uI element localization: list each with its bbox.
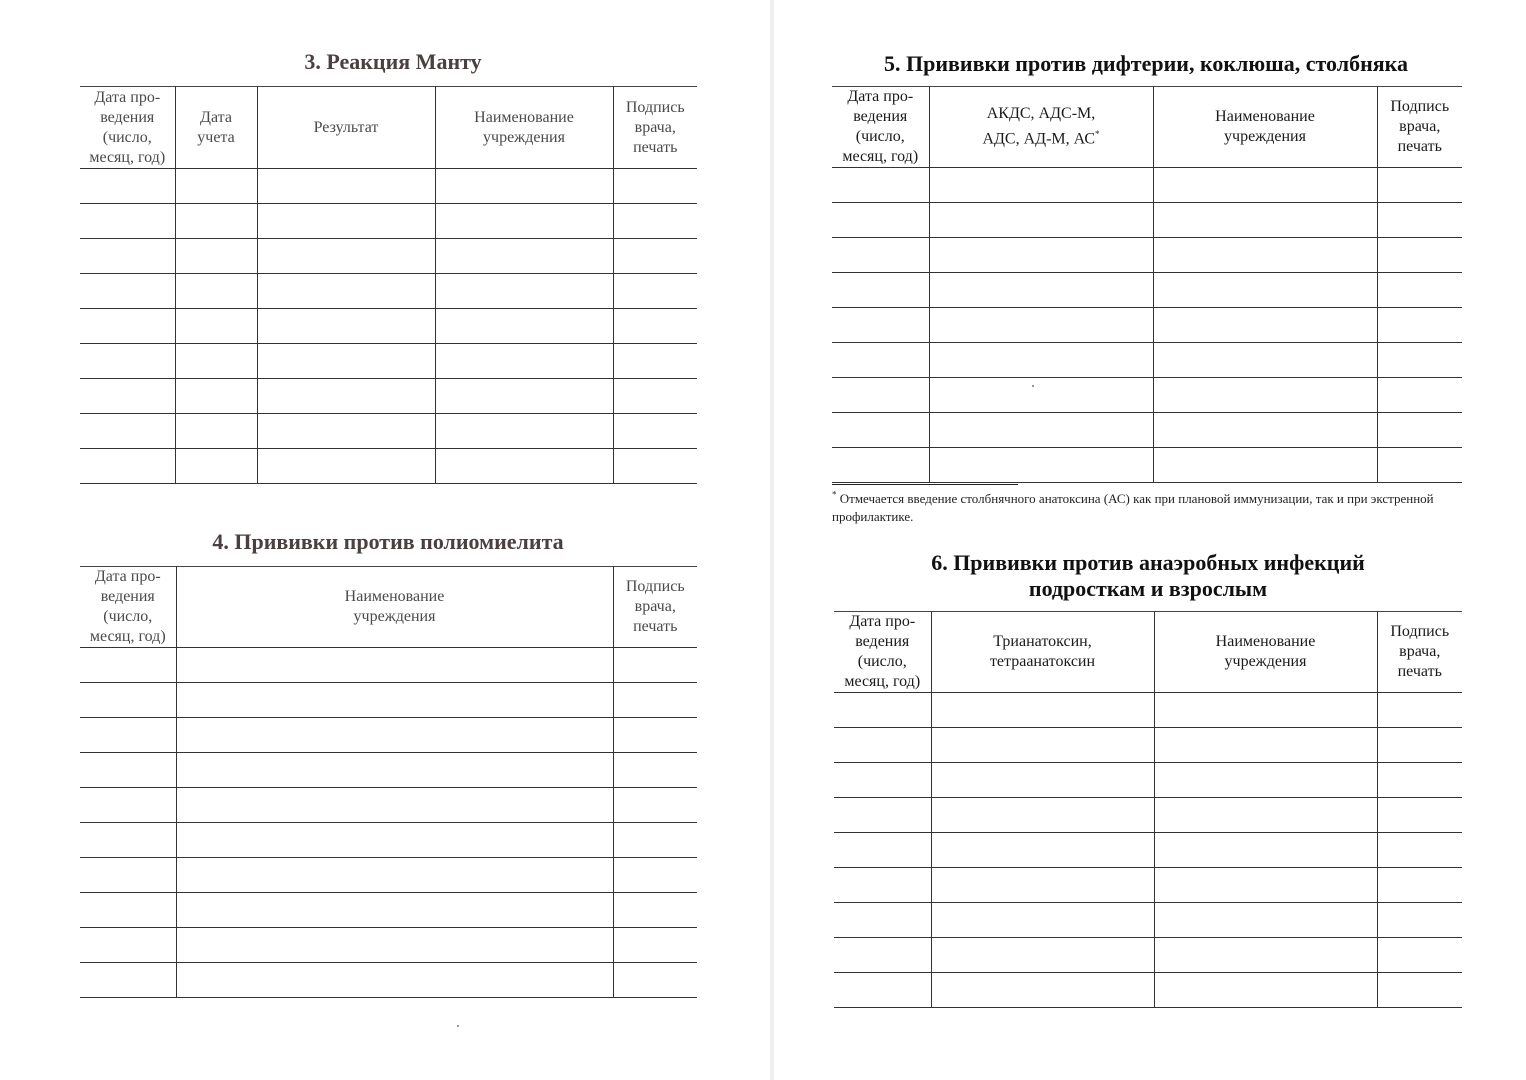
blank-cell[interactable] bbox=[1377, 203, 1462, 238]
blank-cell[interactable] bbox=[613, 893, 697, 928]
blank-cell[interactable] bbox=[80, 204, 175, 239]
table-row bbox=[80, 648, 697, 683]
blank-cell[interactable] bbox=[435, 239, 613, 274]
blank-cell[interactable] bbox=[1377, 938, 1462, 973]
table-row bbox=[834, 798, 1462, 833]
blank-cell[interactable] bbox=[1153, 238, 1377, 273]
table-row bbox=[834, 903, 1462, 938]
header-date-performed: Дата про- ведения (число, месяц, год) bbox=[834, 612, 931, 693]
table-row bbox=[80, 753, 697, 788]
blank-cell[interactable] bbox=[1377, 448, 1462, 483]
blank-cell[interactable] bbox=[832, 238, 929, 273]
blank-cell[interactable] bbox=[176, 648, 613, 683]
blank-cell[interactable] bbox=[435, 274, 613, 309]
blank-cell[interactable] bbox=[257, 344, 435, 379]
blank-cell[interactable] bbox=[435, 449, 613, 484]
blank-cell[interactable] bbox=[613, 788, 697, 823]
section-4-title: 4. Прививки против полиомиелита bbox=[212, 529, 564, 554]
table-row bbox=[80, 928, 697, 963]
blank-cell[interactable] bbox=[931, 798, 1154, 833]
header-vaccine-label: АКДС, АДС-М, АДС, АД-М, АС bbox=[982, 105, 1096, 148]
blank-cell[interactable] bbox=[929, 448, 1153, 483]
table-row bbox=[832, 413, 1462, 448]
footnote bbox=[832, 490, 1472, 526]
blank-cell[interactable] bbox=[1153, 413, 1377, 448]
header-institution: Наименование учреждения bbox=[435, 87, 613, 169]
blank-cell[interactable] bbox=[1377, 273, 1462, 308]
polio-table bbox=[80, 566, 697, 998]
blank-cell[interactable] bbox=[175, 204, 257, 239]
header-date-performed: Дата про- ведения (число, месяц, год) bbox=[80, 87, 175, 169]
blank-cell[interactable] bbox=[613, 753, 697, 788]
blank-cell[interactable] bbox=[80, 893, 176, 928]
blank-cell[interactable] bbox=[1377, 168, 1462, 203]
blank-cell[interactable] bbox=[832, 413, 929, 448]
table-row bbox=[834, 693, 1462, 728]
blank-cell[interactable] bbox=[832, 378, 929, 413]
blank-cell[interactable] bbox=[613, 823, 697, 858]
section-6-title-line2: подросткам и взрослым bbox=[1028, 576, 1268, 601]
scan-speck bbox=[457, 1025, 459, 1027]
blank-cell[interactable] bbox=[613, 169, 697, 204]
blank-cell[interactable] bbox=[176, 858, 613, 893]
blank-cell[interactable] bbox=[435, 204, 613, 239]
blank-cell[interactable] bbox=[175, 379, 257, 414]
table-row bbox=[80, 449, 697, 484]
table-row bbox=[80, 718, 697, 753]
blank-cell[interactable] bbox=[929, 203, 1153, 238]
table-row bbox=[80, 414, 697, 449]
blank-cell[interactable] bbox=[613, 858, 697, 893]
blank-cell[interactable] bbox=[80, 718, 176, 753]
blank-cell[interactable] bbox=[80, 309, 175, 344]
blank-cell[interactable] bbox=[832, 168, 929, 203]
blank-cell[interactable] bbox=[80, 858, 176, 893]
table-row bbox=[80, 239, 697, 274]
table-row bbox=[834, 833, 1462, 868]
blank-cell[interactable] bbox=[1377, 378, 1462, 413]
blank-cell[interactable] bbox=[834, 868, 931, 903]
header-institution: Наименование учреждения bbox=[1154, 612, 1377, 693]
section-3-title: 3. Реакция Манту bbox=[304, 49, 482, 74]
blank-cell[interactable] bbox=[1377, 973, 1462, 1008]
blank-cell[interactable] bbox=[176, 753, 613, 788]
blank-cell[interactable] bbox=[613, 309, 697, 344]
mantoux-table bbox=[80, 86, 697, 484]
blank-cell[interactable] bbox=[175, 274, 257, 309]
blank-cell[interactable] bbox=[1154, 868, 1377, 903]
blank-cell[interactable] bbox=[1153, 168, 1377, 203]
table-row bbox=[832, 203, 1462, 238]
blank-cell[interactable] bbox=[176, 893, 613, 928]
header-result: Результат bbox=[257, 87, 435, 169]
blank-cell[interactable] bbox=[1377, 763, 1462, 798]
header-signature: Подпись врача, печать bbox=[1377, 87, 1462, 168]
table-row bbox=[832, 308, 1462, 343]
blank-cell[interactable] bbox=[1377, 343, 1462, 378]
anaerobic-table bbox=[834, 611, 1462, 1008]
blank-cell[interactable] bbox=[931, 903, 1154, 938]
blank-cell[interactable] bbox=[613, 449, 697, 484]
blank-cell[interactable] bbox=[1154, 938, 1377, 973]
footnote-marker: * bbox=[1095, 129, 1100, 140]
blank-cell[interactable] bbox=[832, 308, 929, 343]
table-row bbox=[832, 343, 1462, 378]
blank-cell[interactable] bbox=[931, 693, 1154, 728]
blank-cell[interactable] bbox=[80, 928, 176, 963]
blank-cell[interactable] bbox=[929, 378, 1153, 413]
blank-cell[interactable] bbox=[257, 414, 435, 449]
blank-cell[interactable] bbox=[80, 239, 175, 274]
blank-cell[interactable] bbox=[931, 973, 1154, 1008]
table-row bbox=[80, 893, 697, 928]
blank-cell[interactable] bbox=[1377, 833, 1462, 868]
blank-cell[interactable] bbox=[80, 414, 175, 449]
blank-cell[interactable] bbox=[80, 963, 176, 998]
blank-cell[interactable] bbox=[175, 309, 257, 344]
table-row bbox=[80, 169, 697, 204]
blank-cell[interactable] bbox=[929, 308, 1153, 343]
blank-cell[interactable] bbox=[613, 963, 697, 998]
section-5-title: 5. Прививки против дифтерии, коклюша, столбняка bbox=[883, 51, 1409, 76]
blank-cell[interactable] bbox=[931, 868, 1154, 903]
blank-cell[interactable] bbox=[1377, 728, 1462, 763]
blank-cell[interactable] bbox=[80, 379, 175, 414]
blank-cell[interactable] bbox=[832, 448, 929, 483]
blank-cell[interactable] bbox=[80, 648, 176, 683]
blank-cell[interactable] bbox=[435, 414, 613, 449]
blank-cell[interactable] bbox=[832, 273, 929, 308]
blank-cell[interactable] bbox=[613, 204, 697, 239]
table-row bbox=[80, 788, 697, 823]
blank-cell[interactable] bbox=[1377, 413, 1462, 448]
blank-cell[interactable] bbox=[613, 379, 697, 414]
blank-cell[interactable] bbox=[257, 274, 435, 309]
blank-cell[interactable] bbox=[176, 683, 613, 718]
blank-cell[interactable] bbox=[175, 344, 257, 379]
blank-cell[interactable] bbox=[80, 169, 175, 204]
blank-cell[interactable] bbox=[613, 344, 697, 379]
table-row bbox=[80, 683, 697, 718]
blank-cell[interactable] bbox=[613, 648, 697, 683]
footnote-rule bbox=[832, 484, 1018, 485]
table-row bbox=[80, 309, 697, 344]
blank-cell[interactable] bbox=[613, 683, 697, 718]
table-row bbox=[832, 238, 1462, 273]
blank-cell[interactable] bbox=[1153, 343, 1377, 378]
header-date-performed: Дата про- ведения (число, месяц, год) bbox=[832, 87, 929, 168]
blank-cell[interactable] bbox=[435, 309, 613, 344]
blank-cell[interactable] bbox=[80, 449, 175, 484]
table-row bbox=[834, 868, 1462, 903]
table-row bbox=[80, 963, 697, 998]
blank-cell[interactable] bbox=[1377, 238, 1462, 273]
table-row bbox=[80, 823, 697, 858]
blank-cell[interactable] bbox=[1154, 728, 1377, 763]
blank-cell[interactable] bbox=[931, 938, 1154, 973]
blank-cell[interactable] bbox=[613, 274, 697, 309]
blank-cell[interactable] bbox=[176, 963, 613, 998]
header-vaccine: Трианатоксин, тетраанатоксин bbox=[931, 612, 1154, 693]
header-signature: Подпись врача, печать bbox=[613, 87, 697, 169]
blank-cell[interactable] bbox=[834, 763, 931, 798]
table-row bbox=[80, 858, 697, 893]
table-row bbox=[80, 204, 697, 239]
table-row bbox=[80, 274, 697, 309]
table-row bbox=[834, 763, 1462, 798]
blank-cell[interactable] bbox=[834, 973, 931, 1008]
blank-cell[interactable] bbox=[175, 169, 257, 204]
blank-cell[interactable] bbox=[834, 728, 931, 763]
blank-cell[interactable] bbox=[1377, 693, 1462, 728]
table-row bbox=[832, 273, 1462, 308]
blank-cell[interactable] bbox=[80, 274, 175, 309]
blank-cell[interactable] bbox=[176, 823, 613, 858]
blank-cell[interactable] bbox=[613, 928, 697, 963]
blank-cell[interactable] bbox=[1154, 763, 1377, 798]
blank-cell[interactable] bbox=[931, 763, 1154, 798]
blank-cell[interactable] bbox=[1377, 868, 1462, 903]
blank-cell[interactable] bbox=[1154, 693, 1377, 728]
blank-cell[interactable] bbox=[257, 379, 435, 414]
blank-cell[interactable] bbox=[931, 833, 1154, 868]
header-institution: Наименование учреждения bbox=[176, 567, 613, 648]
blank-cell[interactable] bbox=[1153, 378, 1377, 413]
blank-cell[interactable] bbox=[435, 169, 613, 204]
blank-cell[interactable] bbox=[1153, 273, 1377, 308]
header-signature: Подпись врача, печать bbox=[1377, 612, 1462, 693]
blank-cell[interactable] bbox=[257, 309, 435, 344]
blank-cell[interactable] bbox=[257, 204, 435, 239]
table-row bbox=[834, 728, 1462, 763]
section-6-title bbox=[848, 550, 1448, 602]
header-date-read: Дата учета bbox=[175, 87, 257, 169]
blank-cell[interactable] bbox=[176, 928, 613, 963]
table-row bbox=[80, 379, 697, 414]
blank-cell[interactable] bbox=[176, 788, 613, 823]
blank-cell[interactable] bbox=[80, 344, 175, 379]
blank-cell[interactable] bbox=[832, 203, 929, 238]
footnote-marker: * bbox=[832, 489, 837, 500]
blank-cell[interactable] bbox=[435, 344, 613, 379]
blank-cell[interactable] bbox=[1154, 903, 1377, 938]
blank-cell[interactable] bbox=[834, 833, 931, 868]
blank-cell[interactable] bbox=[834, 938, 931, 973]
blank-cell[interactable] bbox=[175, 449, 257, 484]
blank-cell[interactable] bbox=[1154, 833, 1377, 868]
blank-cell[interactable] bbox=[613, 718, 697, 753]
blank-cell[interactable] bbox=[80, 683, 176, 718]
footnote-text: Отмечается введение столбнячного анатоксина (АС) как при плановой иммунизации, так и при экстренной профилактике. bbox=[832, 491, 1434, 524]
blank-cell[interactable] bbox=[257, 239, 435, 274]
blank-cell[interactable] bbox=[257, 449, 435, 484]
blank-cell[interactable] bbox=[929, 343, 1153, 378]
blank-cell[interactable] bbox=[613, 239, 697, 274]
blank-cell[interactable] bbox=[929, 273, 1153, 308]
blank-cell[interactable] bbox=[80, 788, 176, 823]
section-6-title-line1: 6. Прививки против анаэробных инфекций bbox=[931, 550, 1365, 575]
blank-cell[interactable] bbox=[1154, 973, 1377, 1008]
table-row bbox=[834, 938, 1462, 973]
blank-cell[interactable] bbox=[834, 693, 931, 728]
blank-cell[interactable] bbox=[257, 169, 435, 204]
blank-cell[interactable] bbox=[832, 343, 929, 378]
dtp-table bbox=[832, 86, 1462, 483]
blank-cell[interactable] bbox=[929, 238, 1153, 273]
blank-cell[interactable] bbox=[929, 168, 1153, 203]
blank-cell[interactable] bbox=[1377, 308, 1462, 343]
table-row bbox=[832, 448, 1462, 483]
blank-cell[interactable] bbox=[1154, 798, 1377, 833]
blank-cell[interactable] bbox=[1153, 448, 1377, 483]
blank-cell[interactable] bbox=[175, 414, 257, 449]
table-row bbox=[832, 378, 1462, 413]
blank-cell[interactable] bbox=[176, 718, 613, 753]
blank-cell[interactable] bbox=[834, 798, 931, 833]
header-vaccine bbox=[929, 87, 1153, 168]
blank-cell[interactable] bbox=[175, 239, 257, 274]
blank-cell[interactable] bbox=[80, 823, 176, 858]
blank-cell[interactable] bbox=[435, 379, 613, 414]
blank-cell[interactable] bbox=[834, 903, 931, 938]
header-signature: Подпись врача, печать bbox=[613, 567, 697, 648]
blank-cell[interactable] bbox=[931, 728, 1154, 763]
blank-cell[interactable] bbox=[1153, 203, 1377, 238]
scan-speck bbox=[1032, 385, 1034, 387]
blank-cell[interactable] bbox=[1377, 798, 1462, 833]
blank-cell[interactable] bbox=[1377, 903, 1462, 938]
table-row bbox=[834, 973, 1462, 1008]
header-date-performed: Дата про- ведения (число, месяц, год) bbox=[80, 567, 176, 648]
header-institution: Наименование учреждения bbox=[1153, 87, 1377, 168]
blank-cell[interactable] bbox=[1153, 308, 1377, 343]
blank-cell[interactable] bbox=[80, 753, 176, 788]
blank-cell[interactable] bbox=[929, 413, 1153, 448]
table-row bbox=[80, 344, 697, 379]
table-row bbox=[832, 168, 1462, 203]
blank-cell[interactable] bbox=[613, 414, 697, 449]
